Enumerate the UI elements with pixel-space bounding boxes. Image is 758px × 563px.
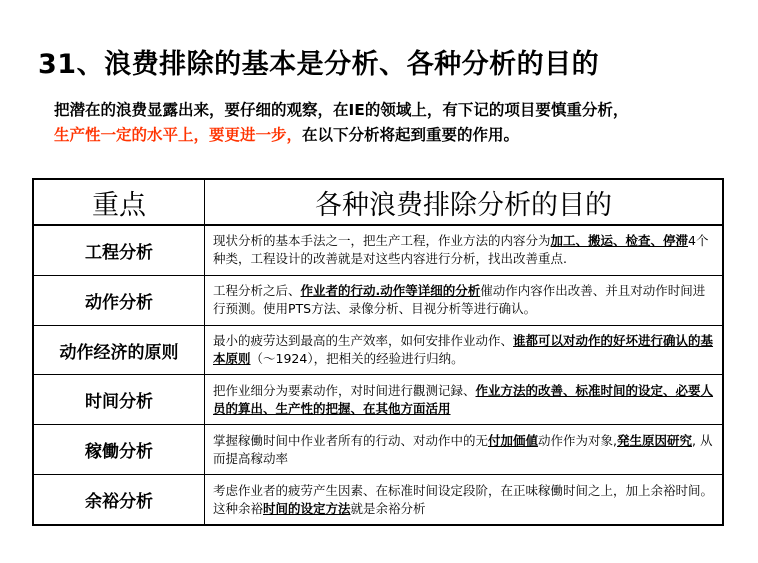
emphasis-text: 加工、搬运、检查、停滞 — [550, 233, 689, 249]
desc-text: （～1924），把相关的经验进行归纳。 — [250, 351, 464, 367]
table-row — [33, 325, 723, 375]
row-name: 工程分析 — [33, 225, 205, 275]
emphasis-text: 作业方法的改善、标准时间的设定、必要人员的算出、生产性的把握、在其他方面活用 — [213, 382, 714, 416]
desc-text: 4个种类，工程设计的改善就是对这些内容进行分析，找出改善重点. — [213, 233, 709, 267]
row-name: 时间分析 — [33, 375, 205, 425]
desc-text: 工程分析之后、 — [213, 283, 301, 299]
row-description — [205, 225, 724, 275]
row-name: 余裕分析 — [33, 475, 205, 526]
table-header-row — [33, 179, 723, 225]
row-name: 动作经济的原则 — [33, 325, 205, 375]
desc-text: 考虑作业者的疲劳产生因素、在标准时间设定段阶，在正味稼働时间之上，加上余裕时间。这种余裕 — [213, 482, 714, 516]
row-description — [205, 275, 724, 325]
desc-text: 催动作内容作出改善、并且对动作时间进行预测。使用PTS方法、录像分析、目视分析等进行确认。 — [213, 283, 706, 317]
intro-highlight: 生产性一定的水平上，要更进一步， — [54, 126, 303, 144]
header-purpose: 各种浪费排除分析的目的 — [205, 179, 724, 225]
emphasis-text: 作业者的行动.动作等详细的分析 — [300, 283, 481, 299]
intro-line-2 — [54, 123, 744, 148]
row-description — [205, 325, 724, 375]
desc-text: 动作作为对象, — [538, 432, 618, 448]
intro-line-1: 把潜在的浪费显露出来，要仔细的观察，在IE的领域上，有下记的项目要慎重分析， — [54, 101, 629, 119]
desc-text: , 从而提高稼动率 — [213, 432, 713, 466]
row-description — [205, 425, 724, 475]
row-description — [205, 475, 724, 526]
row-name: 稼働分析 — [33, 425, 205, 475]
analysis-table — [32, 178, 724, 526]
table-row — [33, 425, 723, 475]
intro-line-2-rest: 在以下分析将起到重要的作用。 — [302, 126, 520, 144]
desc-text: 最小的疲劳达到最高的生产效率，如何安排作业动作、 — [213, 333, 514, 349]
emphasis-text: 时间的设定方法 — [263, 500, 351, 516]
emphasis-text: 付加価値 — [488, 432, 539, 448]
desc-text: 把作业细分为要素动作，对时间进行觀测记録、 — [213, 382, 476, 398]
table-row — [33, 375, 723, 425]
desc-text: 就是余裕分析 — [350, 500, 426, 516]
table-row — [33, 475, 723, 526]
desc-text: 现状分析的基本手法之一，把生产工程，作业方法的内容分为 — [213, 233, 551, 249]
row-description — [205, 375, 724, 425]
table-row — [33, 275, 723, 325]
page-title: 31、浪费排除的基本是分析、各种分析的目的 — [38, 49, 600, 80]
table-row — [33, 225, 723, 275]
row-name: 动作分析 — [33, 275, 205, 325]
header-focus: 重点 — [33, 179, 205, 225]
intro-paragraph — [54, 98, 744, 148]
desc-text: 掌握稼働时间中作业者所有的行动、对动作中的无 — [213, 432, 489, 448]
emphasis-text: 谁都可以对动作的好坏进行确认的基本原则 — [213, 333, 714, 367]
emphasis-text: 発生原因研究 — [617, 432, 693, 448]
